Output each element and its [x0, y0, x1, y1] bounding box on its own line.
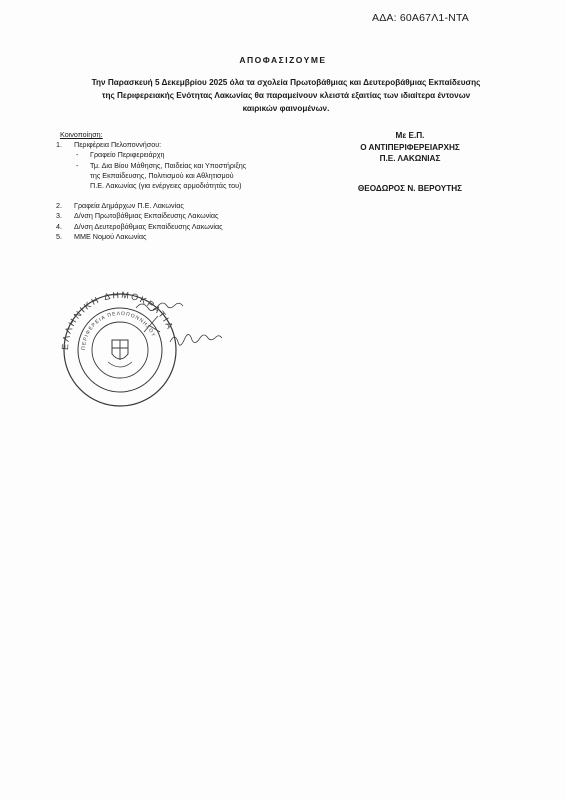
sub-list-line: Π.Ε. Λακωνίας (για ενέργειες αρμοδιότητάς του)	[90, 181, 242, 191]
list-item	[56, 211, 306, 221]
list-text: Δ/νση Πρωτοβάθμιας Εκπαίδευσης Λακωνίας	[74, 211, 219, 221]
list-number: 2.	[56, 201, 62, 211]
sub-list-item	[56, 161, 306, 192]
stamp-outer-text: ΕΛΛΗΝΙΚΗ ΔΗΜΟΚΡΑΤΙΑ	[59, 289, 176, 351]
list-item	[56, 201, 306, 211]
sub-list-line: Τμ. Δια Βίου Μάθησης, Παιδείας και Υποστήριξης	[90, 160, 247, 170]
official-stamp	[58, 288, 248, 408]
ada-code: ΑΔΑ: 60Α67Λ1-ΝΤΑ	[372, 12, 469, 24]
signature-title: Ο ΑΝΤΙΠΕΡΙΦΕΡΕΙΑΡΧΗΣ	[360, 142, 460, 152]
signatory-name: ΘΕΟΔΩΡΟΣ Ν. ΒΕΡΟΥΤΗΣ	[357, 183, 463, 193]
sub-list-line: της Εκπαίδευσης, Πολιτισμού και Αθλητισμού	[90, 170, 234, 180]
list-number: 3.	[56, 211, 62, 221]
notification-title: Κοινοποίηση:	[60, 130, 103, 139]
list-item	[56, 140, 306, 150]
list-number: 4.	[56, 221, 62, 231]
signature-block	[310, 130, 510, 194]
sub-list-text	[90, 161, 306, 192]
sub-list-item	[56, 150, 306, 160]
stamp-seal-icon	[58, 288, 248, 408]
signature-line: Π.Ε. ΛΑΚΩΝΙΑΣ	[379, 154, 441, 163]
stamp-inner-text: ΠΕΡΙΦΕΡΕΙΑ ΠΕΛΟΠΟΝΝΗΣΟΥ	[80, 310, 157, 351]
list-number: 5.	[56, 231, 62, 241]
list-text: Δ/νση Δευτεροβάθμιας Εκπαίδευσης Λακωνίας	[74, 221, 223, 231]
decision-line: της Περιφερειακής Ενότητας Λακωνίας θα παραμείνουν κλειστά εξαιτίας των ιδιαίτερα έντονων	[101, 91, 471, 100]
signature-line: Με Ε.Π.	[395, 131, 425, 140]
dash-bullet: -	[76, 160, 79, 170]
decision-line: Την Παρασκευή 5 Δεκεμβρίου 2025 όλα τα σχολεία Πρωτοβάθμιας και Δευτεροβάθμιας Εκπαίδευσης	[91, 78, 481, 87]
list-item	[56, 232, 306, 242]
list-text: Περιφέρεια Πελοποννήσου:	[74, 140, 162, 150]
sub-list-text: Γραφείο Περιφερειάρχη	[90, 150, 165, 160]
list-number: 1.	[56, 140, 62, 150]
dash-bullet: -	[76, 150, 79, 160]
notification-list	[56, 130, 306, 242]
list-text: Γραφεία Δημάρχων Π.Ε. Λακωνίας	[74, 201, 184, 211]
decision-line: καιρικών φαινομένων.	[242, 104, 330, 113]
decision-heading: ΑΠΟΦΑΣΙΖΟΥΜΕ	[239, 55, 327, 65]
list-text: ΜΜΕ Νομού Λακωνίας	[74, 231, 147, 241]
list-item	[56, 222, 306, 232]
decision-text	[48, 76, 524, 115]
